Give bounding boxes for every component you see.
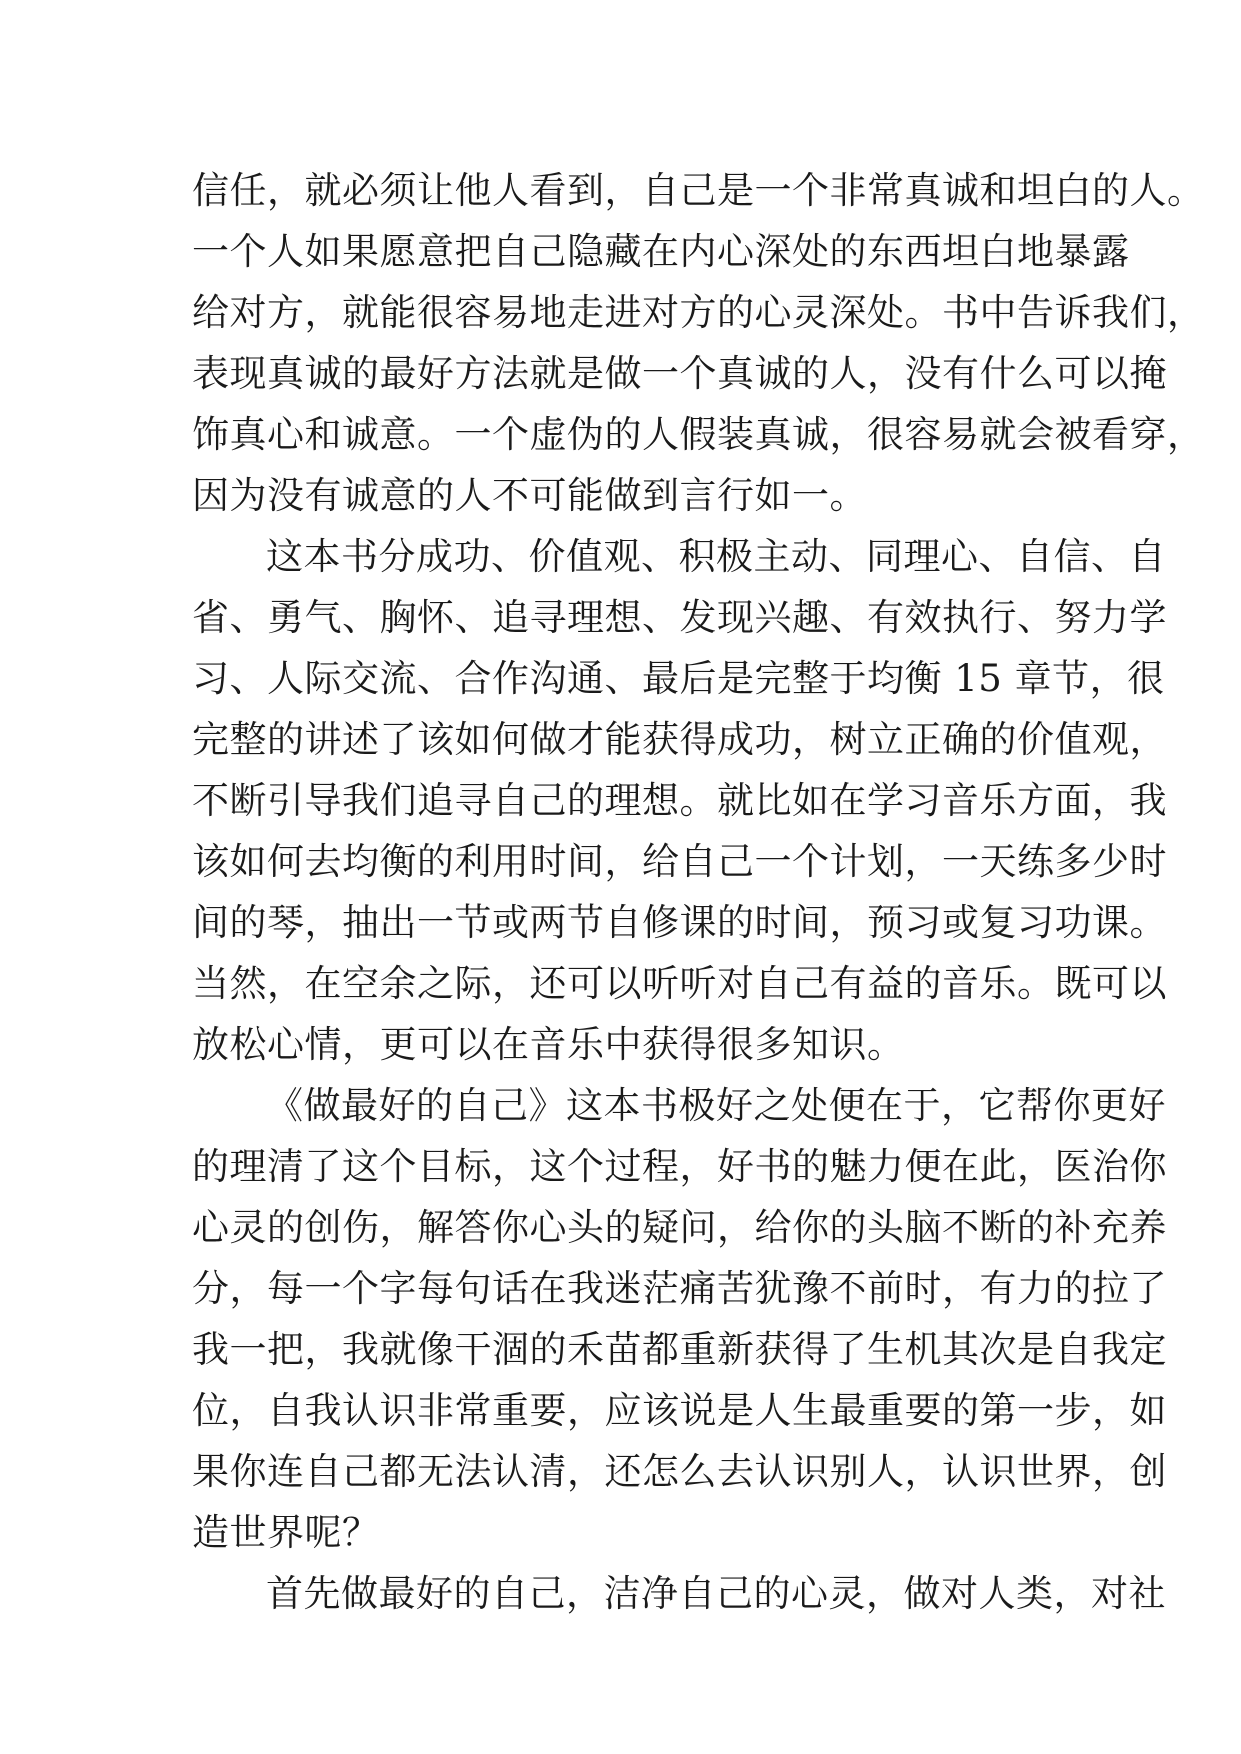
text-line: 间的琴，抽出一节或两节自修课的时间，预习或复习功课。 xyxy=(192,901,1167,944)
text-line: 果你连自己都无法认清，还怎么去认识别人，认识世界，创 xyxy=(192,1450,1167,1493)
text-line: 饰真心和诚意。一个虚伪的人假装真诚，很容易就会被看穿， xyxy=(192,413,1205,456)
text-line: 首先做最好的自己，洁净自己的心灵，做对人类，对社 xyxy=(266,1572,1166,1615)
text-line: 信任，就必须让他人看到，自己是一个非常真诚和坦白的人。 xyxy=(192,169,1205,212)
text-line: 《做最好的自己》这本书极好之处便在于，它帮你更好 xyxy=(266,1084,1166,1127)
text-line: 我一把，我就像干涸的禾苗都重新获得了生机其次是自我定 xyxy=(192,1328,1167,1371)
text-line: 的理清了这个目标，这个过程，好书的魅力便在此，医治你 xyxy=(192,1145,1167,1188)
text-line: 位，自我认识非常重要，应该说是人生最重要的第一步，如 xyxy=(192,1389,1167,1432)
body-text xyxy=(192,160,1205,1624)
text-line: 一个人如果愿意把自己隐藏在内心深处的东西坦白地暴露 xyxy=(192,230,1130,273)
text-line: 造世界呢？ xyxy=(192,1511,380,1554)
text-line: 分，每一个字每句话在我迷茫痛苦犹豫不前时，有力的拉了 xyxy=(192,1267,1167,1310)
text-line: 因为没有诚意的人不可能做到言行如一。 xyxy=(192,474,867,517)
text-line: 习、人际交流、合作沟通、最后是完整于均衡 15 章节，很 xyxy=(192,657,1165,700)
text-line: 这本书分成功、价值观、积极主动、同理心、自信、自 xyxy=(266,535,1166,578)
text-line: 该如何去均衡的利用时间，给自己一个计划，一天练多少时 xyxy=(192,840,1167,883)
text-line: 省、勇气、胸怀、追寻理想、发现兴趣、有效执行、努力学 xyxy=(192,596,1167,639)
text-line: 完整的讲述了该如何做才能获得成功，树立正确的价值观， xyxy=(192,718,1167,761)
text-line: 放松心情，更可以在音乐中获得很多知识。 xyxy=(192,1023,905,1066)
text-line: 不断引导我们追寻自己的理想。就比如在学习音乐方面，我 xyxy=(192,779,1167,822)
text-line: 表现真诚的最好方法就是做一个真诚的人，没有什么可以掩 xyxy=(192,352,1167,395)
text-line: 当然，在空余之际，还可以听听对自己有益的音乐。既可以 xyxy=(192,962,1167,1005)
text-line: 给对方，就能很容易地走进对方的心灵深处。书中告诉我们， xyxy=(192,291,1205,334)
text-line: 心灵的创伤，解答你心头的疑问，给你的头脑不断的补充养 xyxy=(192,1206,1167,1249)
